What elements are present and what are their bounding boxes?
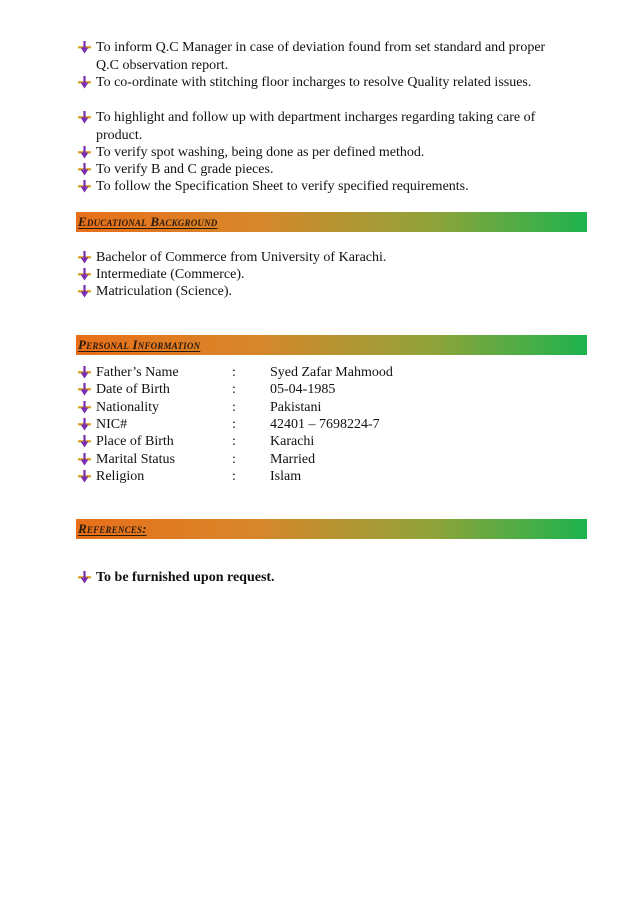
field-label: Father’s Name (96, 365, 179, 380)
arrow-bullet-icon (78, 41, 91, 54)
field-value: Islam (270, 469, 302, 484)
education-text: Matriculation (Science). (96, 284, 233, 299)
arrow-bullet-icon (78, 251, 91, 264)
education-text: Intermediate (Commerce). (96, 267, 245, 282)
references-note: To be furnished upon request. (96, 570, 275, 585)
table-row (78, 381, 558, 399)
field-separator: : (232, 382, 236, 397)
arrow-bullet-icon (78, 401, 91, 414)
arrow-bullet-icon (78, 111, 91, 124)
duty-text: To inform Q.C Manager in case of deviation found from set standard and proper Q.C observation report. (96, 40, 546, 73)
duty-text: To highlight and follow up with department incharges regarding taking care of product. (96, 110, 536, 143)
table-row (78, 468, 558, 486)
field-label: NIC# (96, 417, 128, 432)
field-label: Religion (96, 469, 145, 484)
list-item (78, 161, 558, 179)
arrow-bullet-icon (78, 76, 91, 89)
duty-text: To follow the Specification Sheet to verify specified requirements. (96, 179, 469, 194)
field-label: Nationality (96, 400, 159, 415)
field-label: Date of Birth (96, 382, 170, 397)
field-separator: : (232, 365, 236, 380)
list-item (78, 74, 558, 92)
list-item (78, 569, 558, 587)
arrow-bullet-icon (78, 418, 91, 431)
field-label: Place of Birth (96, 434, 174, 449)
field-separator: : (232, 417, 236, 432)
field-label: Marital Status (96, 452, 175, 467)
arrow-bullet-icon (78, 268, 91, 281)
field-value: 05-04-1985 (270, 382, 336, 397)
field-value: Married (270, 452, 316, 467)
field-value: 42401 – 7698224-7 (270, 417, 380, 432)
personal-section-header (76, 335, 587, 355)
arrow-bullet-icon (78, 285, 91, 298)
field-separator: : (232, 469, 236, 484)
table-row (78, 433, 558, 451)
section-title: Personal Information (78, 337, 201, 352)
arrow-bullet-icon (78, 180, 91, 193)
arrow-bullet-icon (78, 383, 91, 396)
field-value: Karachi (270, 434, 315, 449)
arrow-bullet-icon (78, 453, 91, 466)
section-title: Educational Background (78, 214, 218, 229)
list-item (78, 109, 558, 144)
arrow-bullet-icon (78, 163, 91, 176)
education-section-header (76, 212, 587, 232)
arrow-bullet-icon (78, 571, 91, 584)
field-separator: : (232, 452, 236, 467)
list-item (78, 178, 558, 196)
field-value: Syed Zafar Mahmood (270, 365, 393, 380)
section-title: References: (78, 521, 147, 536)
duty-text: To co-ordinate with stitching floor incharges to resolve Quality related issues. (96, 75, 532, 90)
duty-text: To verify spot washing, being done as per defined method. (96, 145, 425, 160)
education-text: Bachelor of Commerce from University of Karachi. (96, 250, 387, 265)
list-item (78, 39, 558, 74)
arrow-bullet-icon (78, 366, 91, 379)
field-separator: : (232, 434, 236, 449)
table-row (78, 364, 558, 382)
list-item (78, 283, 558, 301)
duty-text: To verify B and C grade pieces. (96, 162, 274, 177)
table-row (78, 399, 558, 417)
field-separator: : (232, 400, 236, 415)
references-section-header (76, 519, 587, 539)
list-item (78, 249, 558, 267)
table-row (78, 451, 558, 469)
field-value: Pakistani (270, 400, 322, 415)
arrow-bullet-icon (78, 435, 91, 448)
arrow-bullet-icon (78, 470, 91, 483)
arrow-bullet-icon (78, 146, 91, 159)
list-item (78, 144, 558, 162)
list-item (78, 266, 558, 284)
table-row (78, 416, 558, 434)
